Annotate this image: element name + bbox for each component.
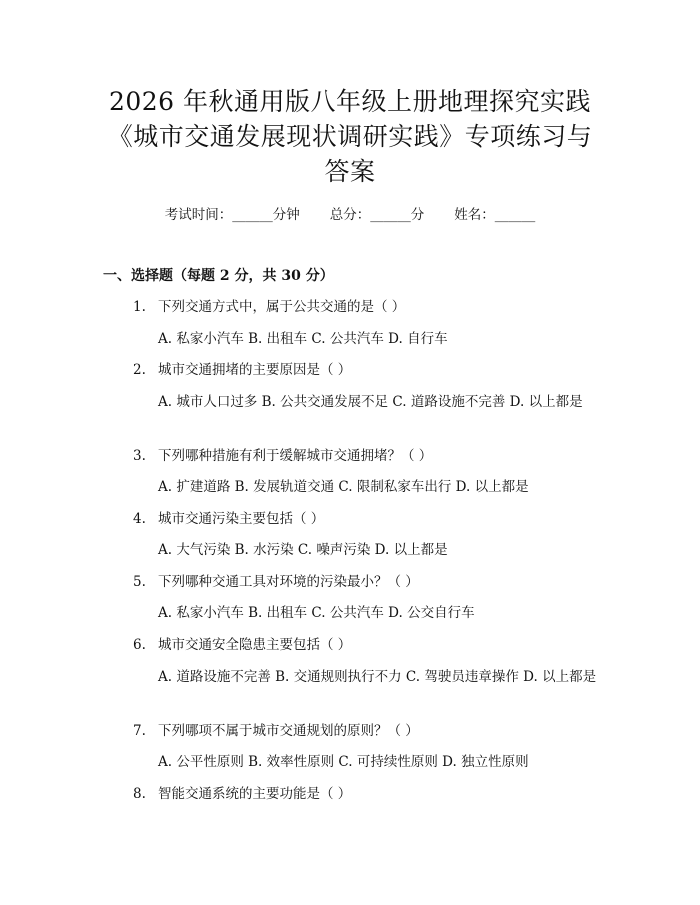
question-1 (133, 297, 613, 317)
question-6-options: A. 道路设施不完善 B. 交通规则执行不力 C. 驾驶员违章操作 D. 以上都是 (158, 669, 597, 685)
question-4 (133, 509, 613, 529)
question-number: 5. (133, 574, 146, 590)
student-name: 姓名：______ (454, 207, 536, 223)
question-5-options: A. 私家小汽车 B. 出租车 C. 公共汽车 D. 公交自行车 (158, 605, 475, 621)
exam-info-line (0, 205, 700, 225)
total-score: 总分：______分 (329, 207, 425, 223)
question-text: 下列哪种交通工具对环境的污染最小？（ ） (158, 574, 419, 590)
question-number: 6. (133, 637, 146, 653)
question-text: 智能交通系统的主要功能是（ ） (158, 786, 352, 802)
title-line-1: 2026 年秋通用版八年级上册地理探究实践 (108, 87, 592, 116)
question-text: 城市交通拥堵的主要原因是（ ） (158, 362, 352, 378)
question-6 (133, 635, 613, 655)
question-3 (133, 446, 613, 466)
title-line-3: 答案 (324, 157, 376, 186)
question-number: 4. (133, 511, 146, 527)
question-2 (133, 360, 613, 380)
question-number: 8. (133, 786, 146, 802)
exam-time: 考试时间：______分钟 (164, 207, 300, 223)
question-text: 下列交通方式中，属于公共交通的是（ ） (158, 299, 406, 315)
question-8 (133, 784, 613, 804)
question-text: 下列哪种措施有利于缓解城市交通拥堵？（ ） (158, 448, 433, 464)
question-4-options: A. 大气污染 B. 水污染 C. 噪声污染 D. 以上都是 (158, 542, 448, 558)
question-7 (133, 721, 613, 741)
question-1-options: A. 私家小汽车 B. 出租车 C. 公共汽车 D. 自行车 (158, 331, 448, 347)
question-7-options: A. 公平性原则 B. 效率性原则 C. 可持续性原则 D. 独立性原则 (158, 754, 529, 770)
question-text: 下列哪项不属于城市交通规划的原则？（ ） (158, 723, 419, 739)
question-number: 7. (133, 723, 146, 739)
question-2-options: A. 城市人口过多 B. 公共交通发展不足 C. 道路设施不完善 D. 以上都是 (158, 394, 583, 410)
question-text: 城市交通污染主要包括（ ） (158, 511, 325, 527)
question-3-options: A. 扩建道路 B. 发展轨道交通 C. 限制私家车出行 D. 以上都是 (158, 479, 529, 495)
section-heading: 一、选择题（每题 2 分，共 30 分） (103, 268, 334, 284)
question-5 (133, 572, 613, 592)
question-number: 3. (133, 448, 146, 464)
question-number: 1. (133, 299, 146, 315)
question-text: 城市交通安全隐患主要包括（ ） (158, 637, 352, 653)
document-title (60, 84, 640, 189)
question-number: 2. (133, 362, 146, 378)
title-line-2: 《城市交通发展现状调研实践》专项练习与 (107, 122, 593, 151)
